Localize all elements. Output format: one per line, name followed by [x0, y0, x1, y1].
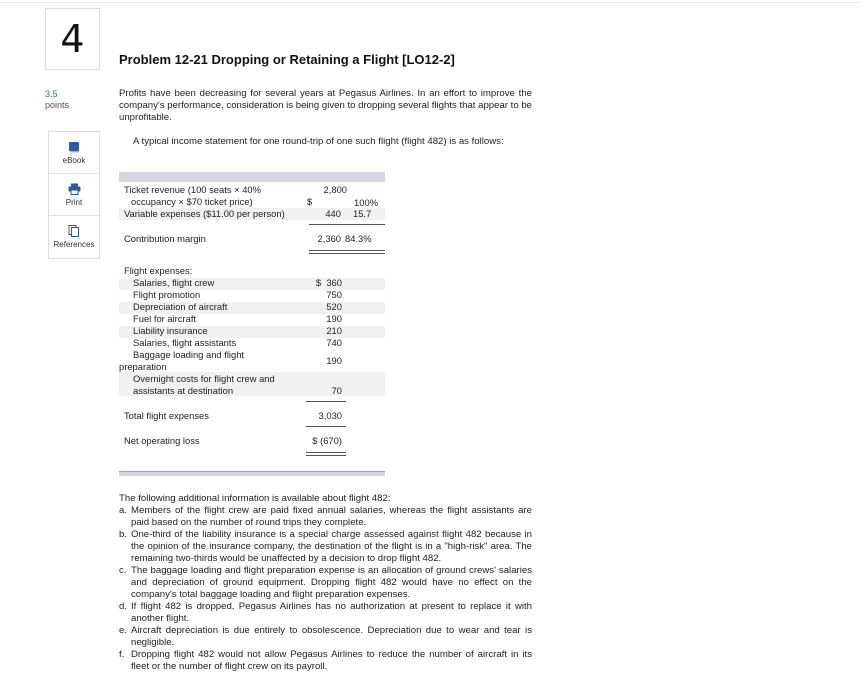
problem-intro: Profits have been decreasing for several years at Pegasus Airlines. In an effort to improve the company's performance, consideration is being given to dropping several flights that appear to be unprofitable. — [119, 88, 533, 123]
references-icon — [68, 225, 80, 237]
net-rule — [306, 426, 346, 427]
list-item-letter: f. — [119, 649, 125, 660]
baggage-label-2: preparation — [119, 361, 167, 372]
net-operating-loss-amount: $ (670) — [312, 435, 342, 446]
additional-info-lead: The following additional information is available about flight 482: — [119, 493, 391, 504]
variable-expenses-amount: 440 — [325, 208, 341, 219]
question-number: 4 — [60, 17, 85, 61]
net-operating-loss-label: Net operating loss — [124, 435, 200, 446]
expense-label: Salaries, flight crew — [133, 277, 215, 288]
book-icon — [68, 141, 80, 153]
list-item — [119, 625, 532, 649]
flight-expenses-label: Flight expenses: — [124, 265, 193, 276]
total-flight-expenses-label: Total flight expenses — [124, 410, 209, 421]
contribution-margin-amount: 2,360 — [317, 233, 341, 244]
points-value: 3.5 — [45, 89, 58, 99]
ticket-revenue-amount: 2,800 — [323, 184, 347, 195]
expense-amount: 520 — [326, 301, 342, 312]
contribution-margin-label: Contribution margin — [124, 233, 206, 244]
expense-amount: 740 — [326, 337, 342, 348]
ebook-label: eBook — [62, 155, 86, 165]
overnight-label: Overnight costs for flight crew and — [133, 373, 275, 384]
baggage-amount: 190 — [326, 355, 342, 366]
print-label: Print — [65, 197, 83, 207]
list-item-letter: d. — [119, 601, 128, 612]
expense-label: Salaries, flight assistants — [133, 337, 237, 348]
list-item-letter: c. — [119, 565, 127, 576]
list-item-text: If flight 482 is dropped, Pegasus Airlines has no authorization at present to replace it with another flight. — [131, 601, 532, 624]
expense-label: Depreciation of aircraft — [133, 301, 228, 312]
list-item — [119, 649, 532, 673]
list-item — [119, 601, 532, 625]
references-button[interactable] — [49, 216, 99, 258]
list-item-text: The baggage loading and flight preparation expense is an allocation of ground crews' salaries and depreciation of ground equipment. Dropping flight 482 would have no effect on the company's total baggage loading and flight preparation expenses. — [131, 565, 532, 600]
expense-amount: 750 — [326, 289, 342, 300]
list-item-text: One-third of the liability insurance is a special charge assessed against flight 482 because in the opinion of the insurance company, the destination of the flight is in a "high-risk" area. The remaining two-thirds would be unaffected by a decision to drop flight 482. — [131, 529, 532, 564]
list-item-letter: a. — [119, 505, 128, 516]
question-number-box — [45, 8, 100, 70]
list-item — [119, 505, 532, 529]
expense-label: Fuel for aircraft — [133, 313, 197, 324]
list-item-letter: e. — [119, 625, 128, 636]
overnight-amount: 70 — [331, 385, 342, 396]
expense-amount: 190 — [326, 313, 342, 324]
problem-title: Problem 12-21 Dropping or Retaining a Flight [LO12-2] — [119, 52, 455, 67]
list-item-text: Members of the flight crew are paid fixed annual salaries, whereas the flight assistants are paid based on the number of round trips they complete. — [131, 505, 532, 528]
list-item-letter: b. — [119, 529, 128, 540]
overnight-label-2: assistants at destination — [133, 385, 234, 396]
ebook-button[interactable] — [49, 132, 99, 174]
ticket-revenue-pct: 100% — [354, 197, 378, 208]
double-rule-bottom — [306, 455, 346, 456]
ticket-revenue-label: Ticket revenue (100 seats × 40% — [124, 184, 261, 195]
expense-label: Liability insurance — [133, 325, 208, 336]
references-label: References — [53, 240, 95, 249]
income-statement-table — [119, 172, 385, 476]
points-info — [45, 89, 69, 111]
expense-amount: 210 — [326, 325, 342, 336]
print-button[interactable] — [49, 174, 99, 216]
list-item — [119, 565, 532, 601]
ticket-revenue-label-2: occupancy × $70 ticket price) — [131, 196, 253, 207]
expense-label: Flight promotion — [133, 289, 201, 300]
top-divider — [0, 2, 860, 3]
printer-icon — [68, 183, 81, 195]
subtotal-rule — [309, 224, 385, 225]
points-label: points — [45, 100, 70, 110]
list-item-text: Dropping flight 482 would not allow Pegasus Airlines to reduce the number of aircraft in its fleet or the number of flight crew on its payroll. — [131, 649, 532, 672]
additional-info — [119, 493, 532, 673]
contribution-margin-pct: 84.3% — [345, 233, 372, 244]
statement-intro: A typical income statement for one round-trip of one such flight (flight 482) is as follows: — [133, 136, 504, 147]
list-item-text: Aircraft depreciation is due entirely to obsolescence. Depreciation due to wear and tear is negligible. — [131, 625, 532, 648]
variable-expenses-label: Variable expenses ($11.00 per person) — [124, 208, 285, 219]
baggage-label: Baggage loading and flight — [133, 349, 245, 360]
variable-expenses-pct: 15.7 — [353, 208, 372, 219]
double-rule-bottom — [309, 253, 385, 254]
table-footer-bar — [119, 471, 385, 476]
double-rule-top — [309, 250, 385, 251]
double-rule-top — [306, 452, 346, 453]
table-header-bar — [119, 172, 385, 182]
expense-amount: $ 360 — [315, 277, 342, 288]
list-item — [119, 529, 532, 565]
resource-sidebar — [48, 131, 100, 259]
total-flight-expenses-amount: 3,030 — [318, 410, 342, 421]
ticket-revenue-dollar: $ — [307, 196, 313, 207]
total-rule — [306, 401, 346, 402]
